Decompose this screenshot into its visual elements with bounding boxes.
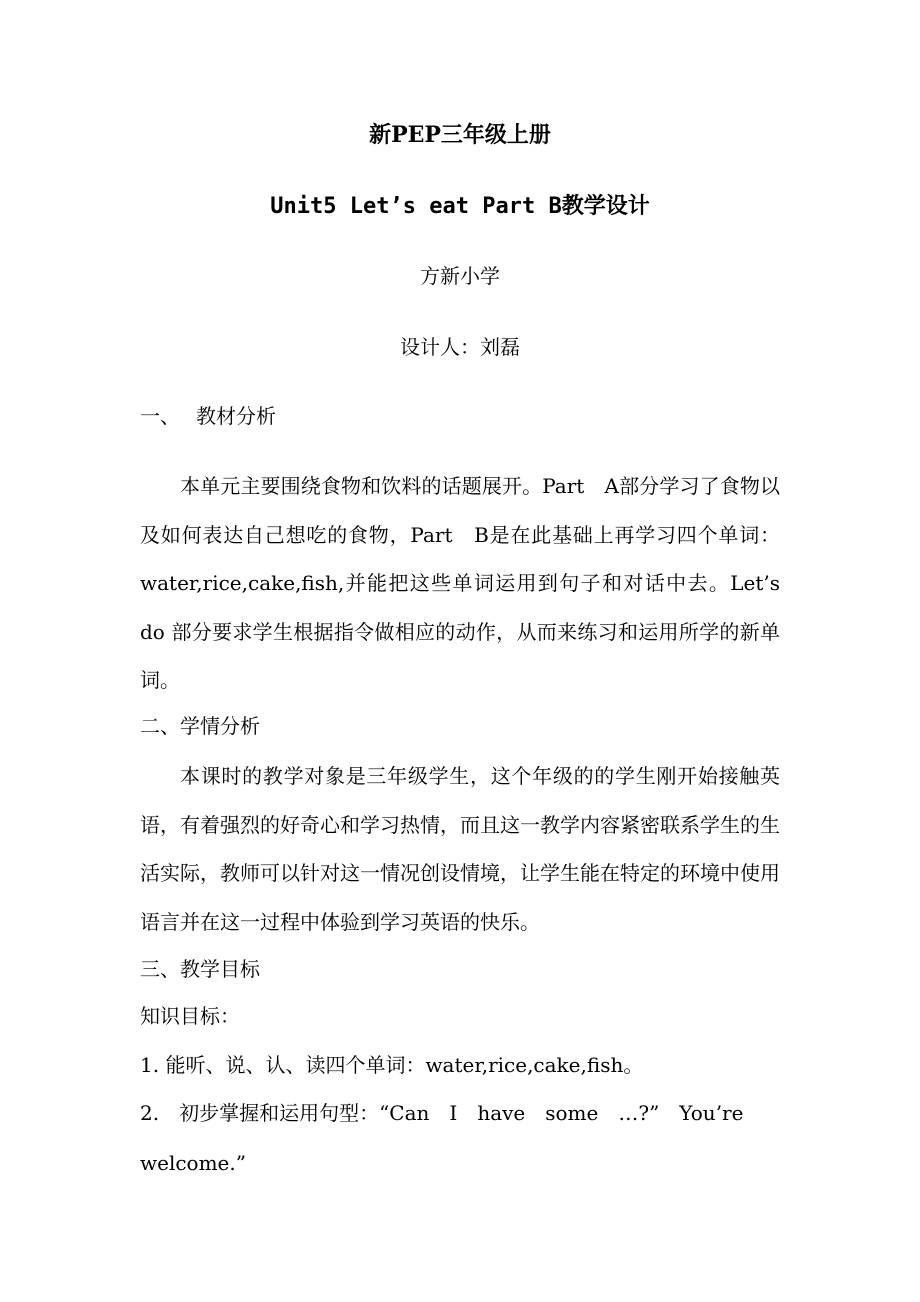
section-3-heading: 三、教学目标 — [140, 957, 260, 981]
designer-name: 设计人：刘磊 — [400, 335, 520, 359]
section-2-paragraph: 本课时的教学对象是三年级学生，这个年级的的学生刚开始接触英语，有着强烈的好奇心和学习热情，而且这一教学内容紧密联系学生的生活实际，教师可以针对这一情况创设情境，让学生能在特定的环境中使用语言并在这一过程中体验到学习英语的快乐。 — [140, 764, 780, 934]
objective-item-1: 1. 能听、说、认、读四个单词：water,rice,cake,fish。 — [140, 1053, 644, 1077]
section-1-heading — [140, 402, 276, 430]
section-2-heading: 二、学情分析 — [140, 714, 260, 738]
objective-item-2: 2. 初步掌握和运用句型：“Can I have some …?” You’re welcome.” — [140, 1101, 744, 1175]
section-1-title: 教材分析 — [196, 404, 276, 428]
school-name: 方新小学 — [420, 264, 500, 288]
section-3-subtitle: 知识目标： — [140, 1004, 240, 1028]
document-subtitle: Unit5 Let’s eat Part B教学设计 — [270, 194, 650, 219]
section-1-paragraph: 本单元主要围绕食物和饮料的话题展开。Part A部分学习了食物以及如何表达自己想吃的食物，Part B是在此基础上再学习四个单词：water,rice,cake,fish,并能把这些单词运用到句子和对话中去。Let’s do 部分要求学生根据指令做相应的动作，从而来练习和运用所学的新单词。 — [140, 474, 780, 692]
section-1-number: 一、 — [140, 404, 180, 428]
document-title: 新PEP三年级上册 — [369, 122, 551, 148]
